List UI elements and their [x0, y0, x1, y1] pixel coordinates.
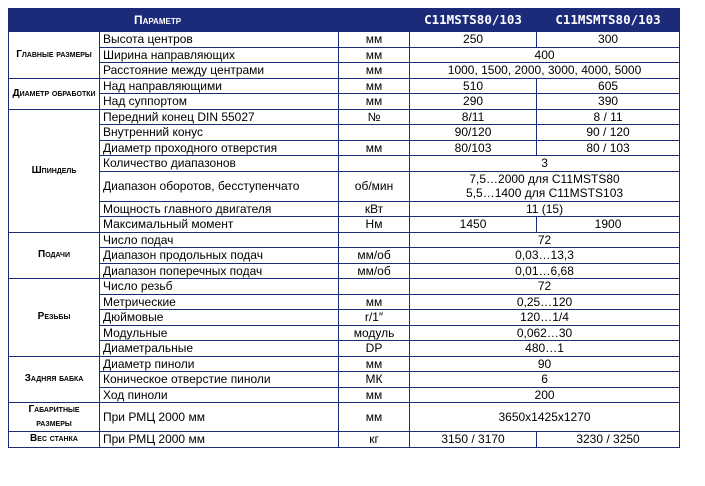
param-label: Количество диапазонов	[100, 156, 339, 172]
param-label: При РМЦ 2000 мм	[100, 403, 339, 432]
value-both: 400	[410, 47, 680, 63]
param-label: Ход пиноли	[100, 387, 339, 403]
value-both: 0,03…13,3	[410, 248, 680, 264]
table-row	[9, 356, 680, 372]
unit	[339, 279, 410, 295]
param-label: Передний конец DIN 55027	[100, 109, 339, 125]
group-label: Шпиндель	[9, 109, 100, 232]
unit	[339, 125, 410, 141]
unit: мм	[339, 47, 410, 63]
unit: мм	[339, 387, 410, 403]
table-row	[9, 248, 680, 264]
value-both: 120…1/4	[410, 310, 680, 326]
value-both: 0,062…30	[410, 325, 680, 341]
unit: модуль	[339, 325, 410, 341]
unit: об/мин	[339, 171, 410, 201]
value-1: 510	[410, 78, 537, 94]
value-line-2: 5,5…1400 для C11MSTS103	[466, 186, 624, 200]
table-row	[9, 140, 680, 156]
param-label: Коническое отверстие пиноли	[100, 372, 339, 388]
table-row	[9, 341, 680, 357]
table-row	[9, 372, 680, 388]
group-label: Задняя бабка	[9, 356, 100, 403]
header-param: Параметр	[9, 9, 410, 32]
group-label: Вес станка	[9, 432, 100, 448]
param-label: Диапазон продольных подач	[100, 248, 339, 264]
value-1: 3150 / 3170	[410, 432, 537, 448]
param-label: Мощность главного двигателя	[100, 201, 339, 217]
table-row	[9, 217, 680, 233]
table-row	[9, 310, 680, 326]
param-label: Число резьб	[100, 279, 339, 295]
param-label: Число подач	[100, 232, 339, 248]
unit: мм	[339, 356, 410, 372]
unit: мм	[339, 403, 410, 432]
param-label: Расстояние между центрами	[100, 63, 339, 79]
param-label: При РМЦ 2000 мм	[100, 432, 339, 448]
param-label: Диаметр проходного отверстия	[100, 140, 339, 156]
unit: кг	[339, 432, 410, 448]
table-row	[9, 279, 680, 295]
group-label: Подачи	[9, 232, 100, 279]
group-label: Габаритные размеры	[9, 403, 100, 432]
table-row	[9, 232, 680, 248]
table-row	[9, 32, 680, 48]
table-row	[9, 325, 680, 341]
table-row	[9, 78, 680, 94]
value-both: 90	[410, 356, 680, 372]
unit: МК	[339, 372, 410, 388]
value-2: 8 / 11	[537, 109, 680, 125]
table-row	[9, 403, 680, 432]
table-row	[9, 94, 680, 110]
value-both: 11 (15)	[410, 201, 680, 217]
spec-table	[8, 8, 680, 448]
unit: DP	[339, 341, 410, 357]
group-label: Диаметр обработки	[9, 78, 100, 109]
value-1: 1450	[410, 217, 537, 233]
group-label: Главные размеры	[9, 32, 100, 79]
param-label: Максимальный момент	[100, 217, 339, 233]
table-row	[9, 387, 680, 403]
value-2: 3230 / 3250	[537, 432, 680, 448]
param-label: Ширина направляющих	[100, 47, 339, 63]
value-2: 90 / 120	[537, 125, 680, 141]
value-1: 290	[410, 94, 537, 110]
table-row	[9, 432, 680, 448]
unit: мм/об	[339, 263, 410, 279]
unit: кВт	[339, 201, 410, 217]
value-line-1: 7,5…2000 для C11MSTS80	[469, 172, 620, 186]
table-row	[9, 171, 680, 201]
value-both: 0,25…120	[410, 294, 680, 310]
value-both: 72	[410, 232, 680, 248]
unit	[339, 156, 410, 172]
param-label: Метрические	[100, 294, 339, 310]
param-label: Диаметральные	[100, 341, 339, 357]
header-model-1: C11MSTS80/103	[410, 9, 537, 32]
header-row	[9, 9, 680, 32]
table-row	[9, 201, 680, 217]
unit: мм/об	[339, 248, 410, 264]
unit	[339, 232, 410, 248]
value-1: 8/11	[410, 109, 537, 125]
value-1: 80/103	[410, 140, 537, 156]
table-row	[9, 47, 680, 63]
param-label: Диапазон поперечных подач	[100, 263, 339, 279]
value-both	[410, 171, 680, 201]
header-model-2: C11MSMTS80/103	[537, 9, 680, 32]
value-2: 1900	[537, 217, 680, 233]
unit: мм	[339, 94, 410, 110]
value-both: 72	[410, 279, 680, 295]
param-label: Диаметр пиноли	[100, 356, 339, 372]
value-both: 3650x1425x1270	[410, 403, 680, 432]
value-both: 6	[410, 372, 680, 388]
value-both: 480…1	[410, 341, 680, 357]
unit: мм	[339, 32, 410, 48]
group-label: Резьбы	[9, 279, 100, 357]
table-row	[9, 125, 680, 141]
value-2: 605	[537, 78, 680, 94]
table-row	[9, 63, 680, 79]
table-row	[9, 294, 680, 310]
unit: №	[339, 109, 410, 125]
param-label: Внутренний конус	[100, 125, 339, 141]
value-1: 90/120	[410, 125, 537, 141]
unit: r/1″	[339, 310, 410, 326]
table-row	[9, 156, 680, 172]
unit: мм	[339, 294, 410, 310]
value-both: 0,01…6,68	[410, 263, 680, 279]
value-2: 80 / 103	[537, 140, 680, 156]
param-label: Дюймовые	[100, 310, 339, 326]
param-label: Диапазон оборотов, бесступенчато	[100, 171, 339, 201]
value-both: 200	[410, 387, 680, 403]
unit: Нм	[339, 217, 410, 233]
value-both: 3	[410, 156, 680, 172]
param-label: Модульные	[100, 325, 339, 341]
value-both: 1000, 1500, 2000, 3000, 4000, 5000	[410, 63, 680, 79]
unit: мм	[339, 140, 410, 156]
table-row	[9, 109, 680, 125]
value-2: 300	[537, 32, 680, 48]
param-label: Высота центров	[100, 32, 339, 48]
unit: мм	[339, 78, 410, 94]
table-row	[9, 263, 680, 279]
param-label: Над направляющими	[100, 78, 339, 94]
unit: мм	[339, 63, 410, 79]
value-2: 390	[537, 94, 680, 110]
param-label: Над суппортом	[100, 94, 339, 110]
value-1: 250	[410, 32, 537, 48]
